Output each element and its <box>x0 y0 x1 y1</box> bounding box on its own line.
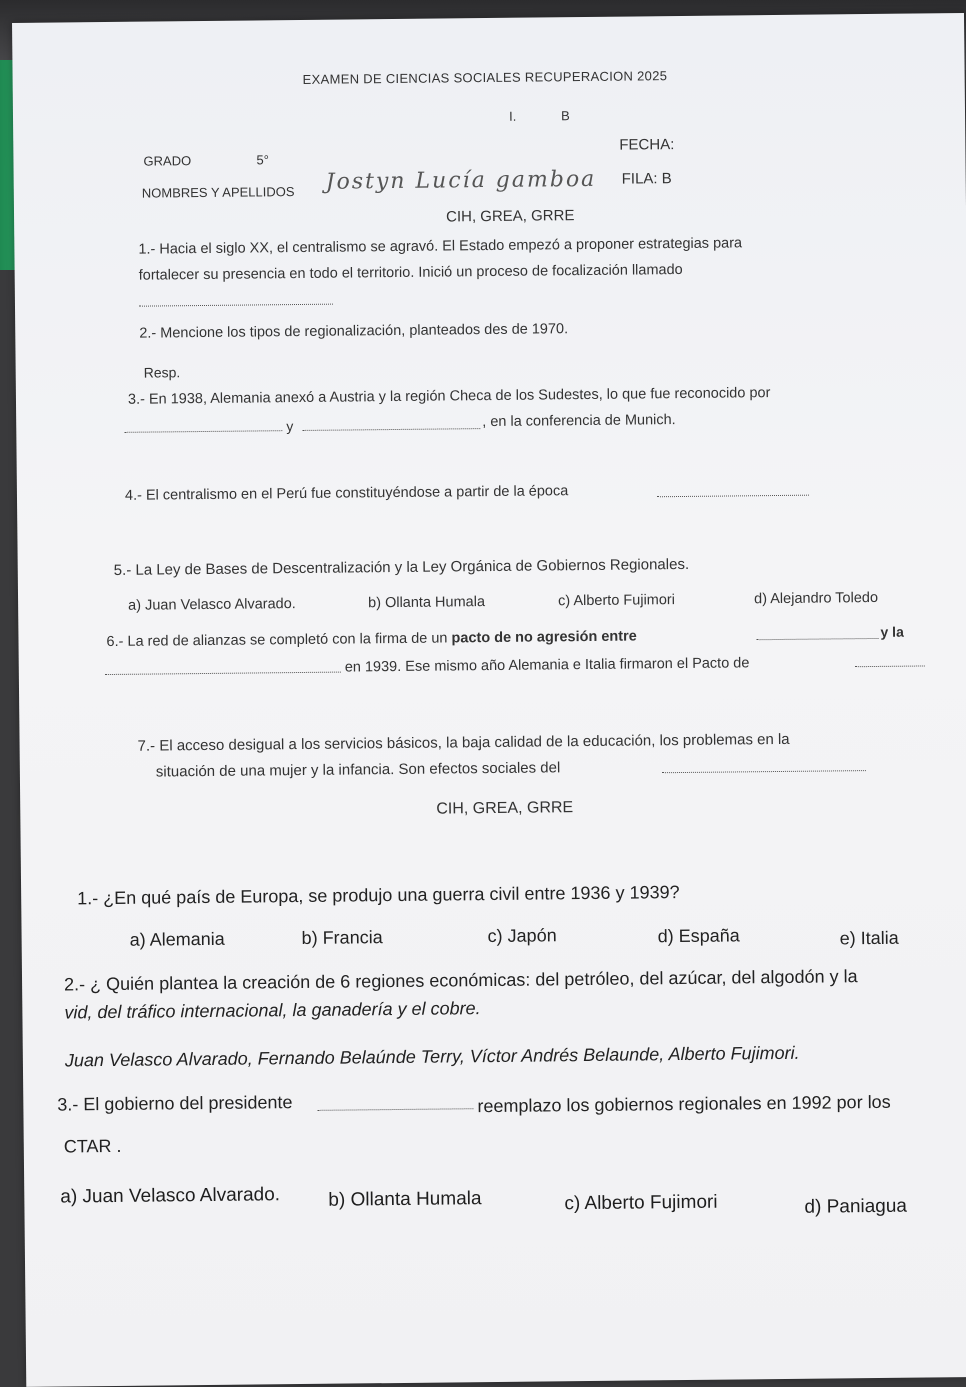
s2-q3-blank[interactable] <box>317 1108 473 1111</box>
s2-q3-option-d[interactable]: d) Paniagua <box>804 1195 908 1218</box>
q6-blank-1[interactable] <box>757 638 879 640</box>
grado-label: GRADO <box>143 153 192 169</box>
s2-q3-option-c[interactable]: c) Alberto Fujimori <box>564 1191 718 1215</box>
q1-line2: fortalecer su presencia en todo el territorio. Inició un proceso de focalización llamado <box>138 261 683 284</box>
q5-text: 5.- La Ley de Bases de Descentralización y la Ley Orgánica de Gobiernos Regionales. <box>113 555 690 579</box>
s2-q2-names: Juan Velasco Alvarado, Fernando Belaúnde Terry, Víctor Andrés Belaunde, Alberto Fujimori. <box>64 1042 800 1071</box>
exam-sheet <box>12 13 966 1387</box>
s2-q2-line1: 2.- ¿ Quién plantea la creación de 6 regiones económicas: del petróleo, del azúcar, del algodón y la <box>63 966 858 995</box>
q5-option-b[interactable]: b) Ollanta Humala <box>368 594 486 612</box>
q3-blank-2[interactable] <box>302 428 480 431</box>
s2-q3-option-b[interactable]: b) Ollanta Humala <box>328 1188 482 1211</box>
q6-line1-a: 6.- La red de alianzas se completó con la firma de un <box>106 630 452 651</box>
q1-line1: 1.- Hacia el siglo XX, el centralismo se agravó. El Estado empezó a proponer estrategias para <box>138 235 743 258</box>
s2-q3-a: 3.- El gobierno del presidente <box>57 1092 293 1115</box>
q2-resp-label: Resp. <box>143 364 181 381</box>
q6-blank-2[interactable] <box>105 672 341 675</box>
q5-option-a[interactable]: a) Juan Velasco Alvarado. <box>128 596 296 614</box>
q7-blank[interactable] <box>662 770 866 773</box>
q6-line1-b: pacto de no agresión entre <box>451 628 637 647</box>
q5-option-d[interactable]: d) Alejandro Toledo <box>754 589 879 608</box>
s2-q1-option-e[interactable]: e) Italia <box>839 927 899 949</box>
q3-line1: 3.- En 1938, Alemania anexó a Austria y la región Checa de los Sudestes, lo que fue reconocido por <box>127 385 771 408</box>
section2-heading: CIH, GREA, GRRE <box>436 799 574 818</box>
fila-label: FILA: B <box>621 170 672 188</box>
s2-q3-c: CTAR . <box>63 1135 122 1157</box>
q4-blank[interactable] <box>657 495 809 498</box>
student-name: Jostyn Lucía gamboa <box>325 166 597 195</box>
q4-text: 4.- El centralismo en el Perú fue constituyéndose a partir de la época <box>124 483 569 504</box>
s2-q3-b: reemplazo los gobiernos regionales en 1992 por los <box>477 1091 891 1117</box>
exam-title: EXAMEN DE CIENCIAS SOCIALES RECUPERACION 2025 <box>302 68 668 87</box>
s2-q1-text: 1.- ¿En qué país de Europa, se produjo una guerra civil entre 1936 y 1939? <box>77 882 680 909</box>
q5-option-c[interactable]: c) Alberto Fujimori <box>558 592 676 610</box>
s2-q1-option-d[interactable]: d) España <box>657 925 740 947</box>
q7-line2: situación de una mujer y la infancia. Son efectos sociales del <box>155 759 561 781</box>
q1-answer-blank[interactable] <box>139 304 333 307</box>
s2-q1-option-b[interactable]: b) Francia <box>301 927 383 949</box>
q3-blank-1[interactable] <box>124 430 282 433</box>
q2-text: 2.- Mencione los tipos de regionalización, planteados des de 1970. <box>139 321 569 342</box>
section-letter: B <box>560 108 570 124</box>
q6-yla: y la <box>880 623 904 640</box>
q6-line2: en 1939. Ese mismo año Alemania e Italia firmaron el Pacto de <box>344 655 750 676</box>
roman-numeral: I. <box>508 108 517 124</box>
s2-q3-option-a[interactable]: a) Juan Velasco Alvarado. <box>60 1184 281 1208</box>
s2-q1-option-a[interactable]: a) Alemania <box>129 928 225 950</box>
section1-heading: CIH, GREA, GRRE <box>445 207 575 226</box>
q7-line1: 7.- El acceso desigual a los servicios básicos, la baja calidad de la educación, los problemas en la <box>137 730 790 755</box>
s2-q1-option-c[interactable]: c) Japón <box>487 925 557 947</box>
q6-line1 <box>106 628 636 650</box>
grado-value: 5° <box>256 152 269 168</box>
fecha-label: FECHA: <box>619 136 675 154</box>
q3-line2-end: , en la conferencia de Munich. <box>482 412 676 431</box>
nombres-label: NOMBRES Y APELLIDOS <box>141 184 295 201</box>
s2-q2-line2: vid, del tráfico internacional, la ganadería y el cobre. <box>64 998 481 1023</box>
q6-blank-3[interactable] <box>855 665 925 667</box>
q3-y: y <box>286 418 294 435</box>
